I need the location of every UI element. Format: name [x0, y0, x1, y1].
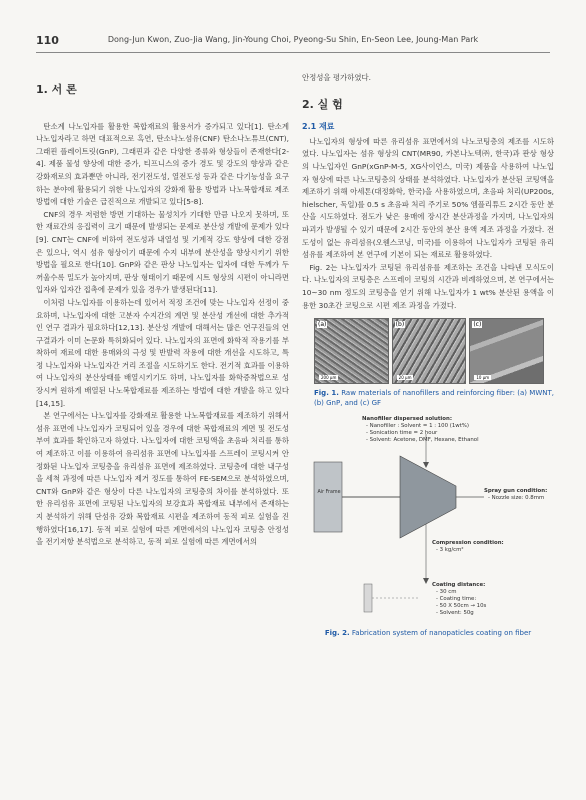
scale-bar: 20 μm: [398, 375, 412, 381]
figure-1: [302, 318, 554, 408]
spray-cone: [400, 456, 456, 538]
caption-prefix: Fig. 2.: [324, 629, 350, 638]
page-header: [36, 34, 550, 48]
note-line: - 3 kg/cm²: [436, 547, 464, 554]
paragraph: 본 연구에서는 나노입자를 강화재로 활용한 나노복합재료를 제조하기 위해서 섬유 표면에 나노입자가 코팅되어 있을 경우에 대한 복합재료의 계면 및 전도성 부여 효과를 확인하고자 하였다. 나노입자에 대한 코팅액을 초음파 처리를 통하여 제조하고 이를 이용하여 유리섬유 표면에 나노입자를 스프레이 코팅시켜 안정화된 나노입자 코팅층을 유리섬유 표면에 제조하였다. 코팅층에 대한 내구성을 세척 과정에 따른 나노입자 제거 정도를 통하여 FE-SEM으로 분석하였으며, CNT와 GnP와 같은 형상이 다른 나노입자의 코팅층의 차이를 분석하였다. 또한 유리섬유 표면에 코팅된 나노입자의 보강효과 복합재료 내부에서 존재하는지 분석하기 위해 단섬유 강화 복합재료 시편을 제조하여 동적 피로 실험을 진행하였다[16,17]. 동적 피로 실험에 따른 계면에서의 나노입자 코팅층 안정성을 전기저항 분석법으로 분석하고, 동적 피로 실험에 따른 계면에서의: [36, 411, 289, 547]
spray-system-schematic: [308, 416, 548, 626]
caption-prefix: Fig. 1.: [314, 389, 339, 398]
caption-text: Fabrication system of nanopaticles coating on fiber: [351, 629, 532, 638]
sem-image-gf: [469, 318, 544, 384]
header-rule: [36, 52, 550, 53]
coating-note: [432, 582, 486, 617]
note-line: - 50 X 50cm → 10s: [436, 603, 487, 610]
left-column: [36, 72, 289, 549]
panel-label: (b): [395, 321, 405, 329]
paragraph-continuation: 안정성을 평가하였다.: [302, 73, 371, 82]
arrow-head: [423, 462, 429, 468]
paragraph: 이처럼 나노입자를 이용하는데 있어서 적정 조건에 맞는 나노입자 선정이 중요하며, 나노입자에 대한 고분자 수지간의 계면 및 분산성 개선에 대한 추가적인 연구 결과가 필요하다[12,13]. 분산성 개발에 대해서는 많은 연구진들의 연구결과가 이미 논문화 특허화되어 있다. 나노입자의 표면에 화학적 작용기를 부착하여 재료에 대한 용매와의 극성 및 반발력 작용에 대한 개선을 시도하고, 특정 나노입자와 나노입자간 거리 조절을 시도하기도 한다. 전기적 효과를 이용하여 나노입자의 분산상태를 배열시키기도 하며, 나노입자를 화학증착법으로 성장시켜 원하게 배열된 나노복합재료를 제조하는 방법에 대한 개발을 하고 있다[14,15].: [36, 297, 289, 408]
figure-2-diagram: [308, 416, 548, 626]
paragraph: 나노입자의 형상에 따른 유리섬유 표면에서의 나노코팅층의 제조를 시도하였다. 나노입자는 섬유 형상의 CNT(MR90, 카본나노텍㈜, 한국)과 판상 형상의 나노입자인 GnP(xGnP-M-5, XG사이언스, 미국) 제품을 사용하여 나노입자 형상에 따른 나노코팅층의 상태를 분석하였다. 나노입자가 분산된 코팅액을 제조하기 위해 아세톤(대정화학, 한국)을 사용하였으며, 초음파 처리(UP200s, hielscher, 독일)를 0.5 s 초음파 처리 주기로 50% 엠플리튜드 2시간 동안 분산을 시도하였다. 점도가 낮은 용매에 장시간 분산과정을 가지며, 나노입자의 파괴가 발생될 수 있기 때문에 2시간 동안의 분산 용액 제조 과정을 가졌다. 전도성이 없는 유리섬유(오웬스코닝, 미국)를 이용하여 나노입자가 코팅된 유리섬유를 제조하여 본 연구에 기본이 되는 재료로 활용하였다.: [302, 136, 554, 260]
section-title-introduction: 1. 서 론: [36, 83, 77, 96]
sem-image-mwnt: [314, 318, 389, 384]
note-title: Compression condition:: [432, 540, 504, 547]
note-title: Coating distance:: [432, 582, 486, 589]
section-title-experiment: 2. 실 험: [302, 97, 343, 111]
sem-image-gnp: [392, 318, 467, 384]
right-column: [302, 72, 554, 638]
air-frame-box: [314, 462, 342, 532]
spray-gun-note: [484, 488, 547, 502]
fiber-bundle: [364, 584, 372, 612]
paragraph: CNF의 경우 저렴한 방면 기대하는 물성치가 기대한 만큼 나오지 못하며, 또한 재료간의 응집력이 크기 때문에 발생되는 문제로 분산성 개발에 문제가 있다[9]. CNT는 CNF에 비하여 전도성과 내열성 및 기계적 강도 향상에 대한 강점은 있으나, 역시 섬유 형상이기 때문에 수지 내부에 분산성을 향상시키기 위한 방법을 필요로 한다[10]. GnP와 같은 판상 나노입자는 입자에 대한 두께가 두꺼울수록 밀도가 높아지며, 판상 형태이기 때문에 시트 형상의 시편이 아니라면 입자와 입자간 접촉에 문제가 있을 경우가 발생된다[11].: [36, 209, 289, 295]
note-line: - Nanofiller : Solvent = 1 : 100 (1wt%): [366, 423, 470, 430]
paragraph: Fig. 2는 나노입자가 코팅된 유리섬유를 제조하는 조건을 나타낸 모식도이다. 나노입자의 코팅층은 스프레이 코팅의 시간과 비례하였으며, 본 연구에서는 10~30 nm 정도의 코팅층을 얻기 위해 나노입자가 1 wt% 분산된 용액을 이용한 30초간 코팅으로 시편 제조 과정을 가졌다.: [302, 262, 554, 310]
note-title: Spray gun condition:: [484, 488, 548, 495]
scale-bar: 10 μm: [476, 375, 490, 381]
caption-text: Raw materials of nanofillers and reinforcing fiber: (a) MWNT, (b) GnP, and (c) GF: [314, 389, 554, 408]
note-line: - Solvent: 50g: [436, 610, 474, 617]
running-authors: Dong-Jun Kwon, Zuo-Jia Wang, Jin-Young Choi, Pyeong-Su Shin, En-Seon Lee, Joung-Man Park: [107, 35, 479, 44]
compression-note: [432, 540, 504, 554]
note-line: - Solvent: Acetone, DMF, Hexane, Ethanol: [366, 437, 479, 444]
note-title: Nanofiller dispersed solution:: [362, 416, 452, 423]
note-line: - Nozzle size: 0.8mm: [488, 495, 545, 502]
paragraph: 탄소계 나노입자를 활용한 복합재료의 활용서가 증가되고 있다[1]. 탄소계 나노입자라고 하면 대표적으로 흑연, 탄소나노섬유(CNF) 탄소나노튜브(CNT), 그래핀 플레이트릿(GnP), 그래핀과 같은 다양한 종류와 형상들이 존재한다[2-4]. 제품 물성 향상에 대한 증가, 티프니스의 증가 경도 및 강도의 향상과 같은 강화재로의 효과뿐만 아니라, 전기전도성, 열전도성 등과 같은 다기능성을 요구하는 분야에 활용되기 위한 나노입자의 강화재 활용 방법과 나노복합재료 제조 방법에 대한 기술은 급진적으로 개발되고 있다[5-8].: [36, 121, 289, 207]
panel-label: (a): [318, 321, 327, 329]
figure-2-caption: [302, 628, 554, 638]
air-frame-label: Air Frame: [317, 490, 341, 496]
arrow-head: [423, 578, 429, 584]
note-line: - Sonication time = 2 hour: [366, 430, 438, 437]
note-line: - 30 cm: [436, 589, 457, 596]
solution-note: [362, 416, 479, 444]
note-line: - Coating time:: [436, 596, 477, 603]
figure-1-caption: [314, 388, 554, 408]
subsection-title: 2.1 재료: [302, 122, 335, 132]
panel-label: (c): [473, 321, 482, 329]
page-number: 110: [36, 34, 59, 47]
scale-bar: 200 μm: [321, 375, 337, 381]
